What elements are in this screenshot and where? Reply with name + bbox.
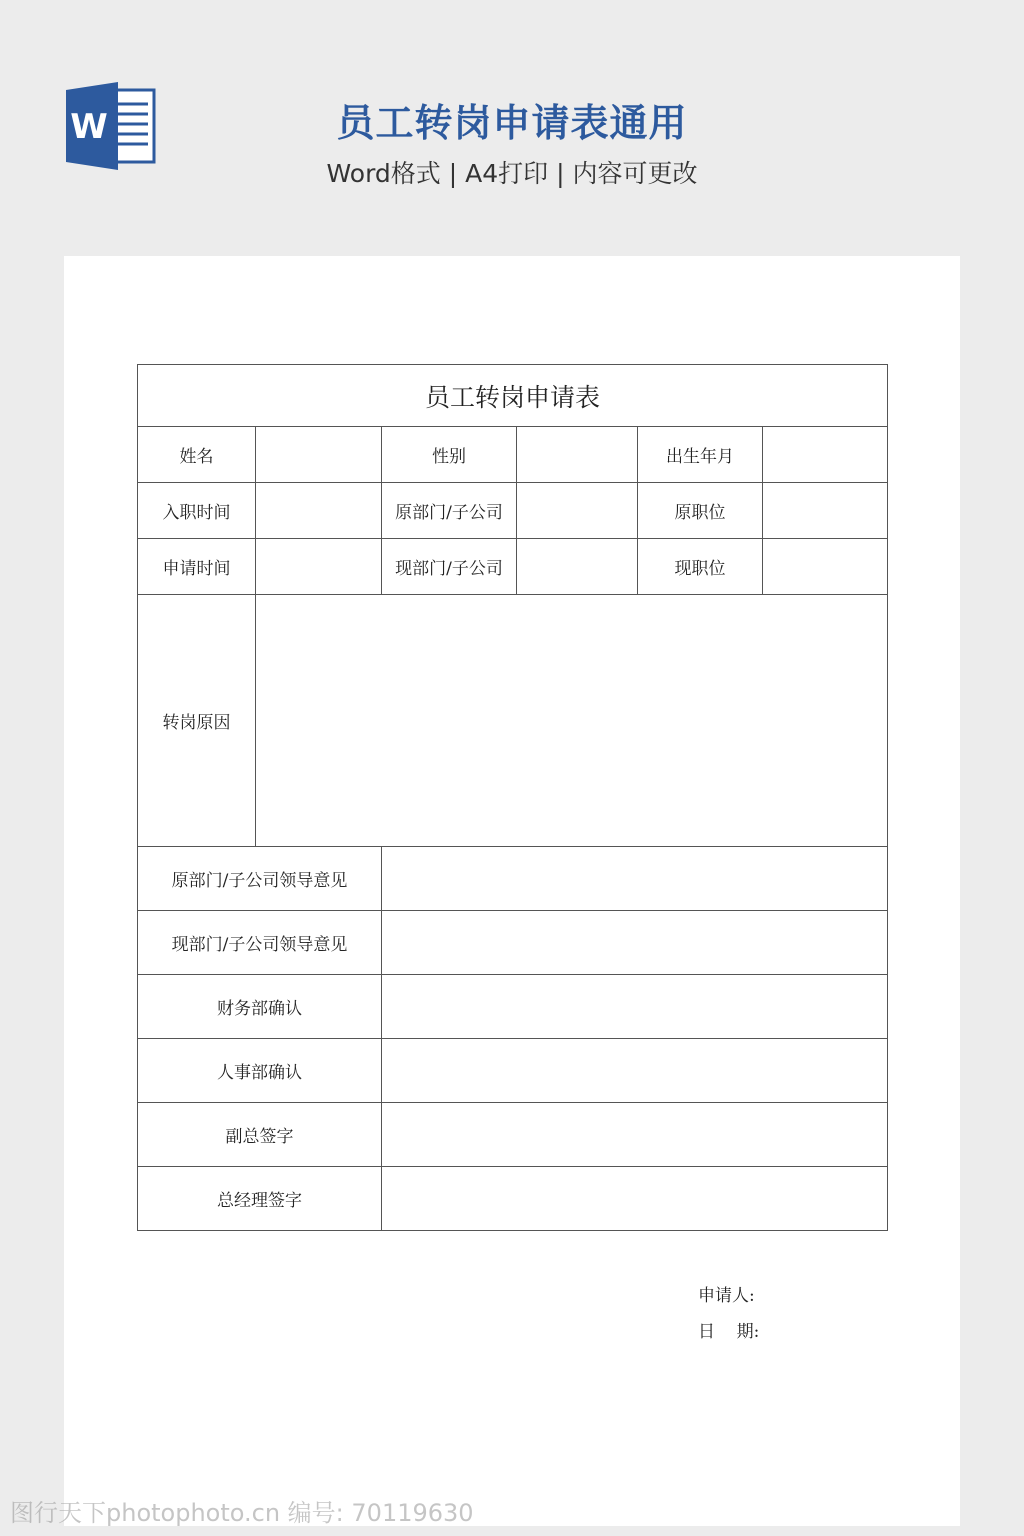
gm-signature-field[interactable] bbox=[382, 1167, 888, 1231]
orig-position-field[interactable] bbox=[763, 483, 888, 539]
reason-field[interactable] bbox=[256, 595, 888, 847]
vp-signature-field[interactable] bbox=[382, 1103, 888, 1167]
gender-field[interactable] bbox=[517, 427, 638, 483]
name-label: 姓名 bbox=[138, 427, 256, 483]
curr-position-label: 现职位 bbox=[638, 539, 763, 595]
apply-date-label: 申请时间 bbox=[138, 539, 256, 595]
page-subtitle: Word格式 | A4打印 | 内容可更改 bbox=[326, 159, 698, 188]
gm-signature-label: 总经理签字 bbox=[138, 1167, 382, 1231]
document-page bbox=[64, 256, 960, 1526]
finance-confirm-label: 财务部确认 bbox=[138, 975, 382, 1039]
orig-position-label: 原职位 bbox=[638, 483, 763, 539]
gender-label: 性别 bbox=[382, 427, 517, 483]
form-title: 员工转岗申请表 bbox=[138, 365, 888, 427]
date-label: 日 期: bbox=[698, 1322, 760, 1342]
curr-dept-field[interactable] bbox=[517, 539, 638, 595]
finance-confirm-field[interactable] bbox=[382, 975, 888, 1039]
signature-block bbox=[698, 1278, 759, 1350]
hr-confirm-field[interactable] bbox=[382, 1039, 888, 1103]
reason-label: 转岗原因 bbox=[138, 595, 256, 847]
applicant-label: 申请人: bbox=[698, 1286, 755, 1306]
orig-dept-leader-opinion-field[interactable] bbox=[382, 847, 888, 911]
orig-dept-leader-opinion-label: 原部门/子公司领导意见 bbox=[138, 847, 382, 911]
birth-field[interactable] bbox=[763, 427, 888, 483]
name-field[interactable] bbox=[256, 427, 382, 483]
orig-dept-field[interactable] bbox=[517, 483, 638, 539]
transfer-application-form bbox=[137, 364, 888, 1231]
hire-date-field[interactable] bbox=[256, 483, 382, 539]
page-title: 员工转岗申请表通用 bbox=[336, 101, 688, 145]
curr-position-field[interactable] bbox=[763, 539, 888, 595]
apply-date-field[interactable] bbox=[256, 539, 382, 595]
word-icon-letter: W bbox=[70, 107, 108, 147]
watermark-text: 图行天下photophoto.cn 编号: 70119630 bbox=[10, 1499, 474, 1527]
birth-label: 出生年月 bbox=[638, 427, 763, 483]
curr-dept-label: 现部门/子公司 bbox=[382, 539, 517, 595]
hr-confirm-label: 人事部确认 bbox=[138, 1039, 382, 1103]
curr-dept-leader-opinion-label: 现部门/子公司领导意见 bbox=[138, 911, 382, 975]
curr-dept-leader-opinion-field[interactable] bbox=[382, 911, 888, 975]
vp-signature-label: 副总签字 bbox=[138, 1103, 382, 1167]
orig-dept-label: 原部门/子公司 bbox=[382, 483, 517, 539]
hire-date-label: 入职时间 bbox=[138, 483, 256, 539]
